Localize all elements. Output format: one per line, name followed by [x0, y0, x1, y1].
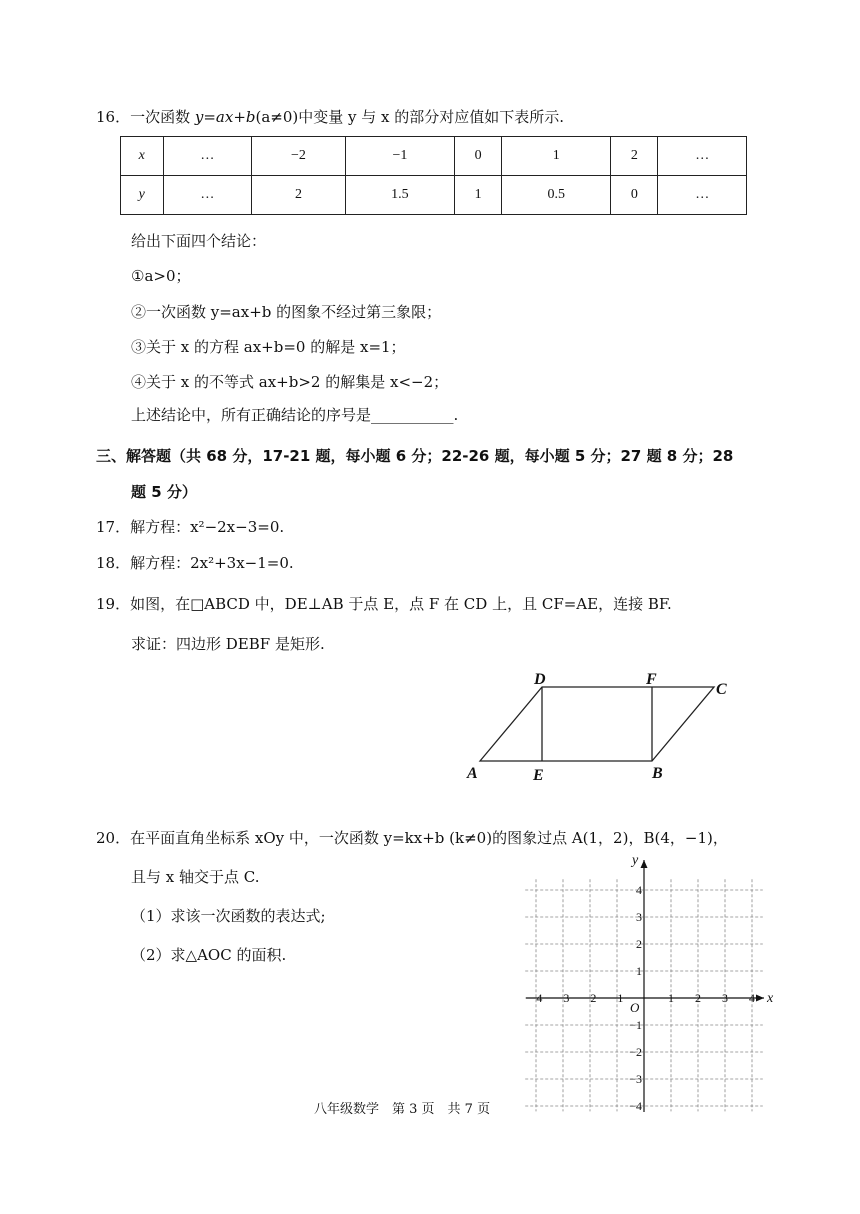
table-cell: …: [658, 176, 747, 215]
q20-part1: （1）求该一次函数的表达式;: [131, 907, 326, 925]
q16-value-table: [120, 136, 747, 215]
x-axis-arrow-icon: [756, 995, 764, 1002]
y-tick-label: 1: [636, 964, 642, 978]
q20-part2: （2）求△AOC 的面积.: [131, 946, 287, 964]
q16-conclusion-4: ④关于 x 的不等式 ax+b>2 的解集是 x<−2；: [131, 373, 449, 391]
q19-text: 如图，在□ABCD 中，DE⊥AB 于点 E，点 F 在 CD 上，且 CF=AE，连接 BF.: [130, 595, 672, 613]
label-b: B: [652, 765, 663, 782]
table-cell: y: [121, 176, 164, 215]
label-a: A: [467, 765, 478, 782]
parallelogram-abcd: [480, 687, 714, 761]
x-tick-label: −4: [529, 991, 543, 1005]
y-axis-label: y: [632, 853, 639, 868]
q18-text: 解方程：2x²+3x−1=0.: [130, 554, 294, 572]
y-tick-label: −1: [629, 1018, 642, 1032]
y-tick-label: −2: [629, 1045, 642, 1059]
table-cell: −1: [345, 137, 454, 176]
table-row: [121, 176, 747, 215]
q18-number: 18．: [96, 554, 131, 572]
x-tick-label: 2: [695, 991, 701, 1005]
table-cell: …: [163, 176, 251, 215]
label-f: F: [646, 671, 657, 688]
q16-conclusion-3: ③关于 x 的方程 ax+b=0 的解是 x=1；: [131, 338, 406, 356]
x-tick-label: −1: [610, 991, 624, 1005]
q16-number: 16．: [96, 108, 131, 126]
origin-label: O: [630, 1000, 640, 1015]
x-axis-label: x: [767, 991, 774, 1006]
x-tick-label: 3: [722, 991, 728, 1005]
q19-parallelogram-figure: [460, 665, 750, 790]
label-e: E: [533, 767, 544, 784]
q20-text: 在平面直角坐标系 xOy 中，一次函数 y=kx+b (k≠0)的图象过点 A(1，2)，B(4，−1)，: [130, 829, 728, 847]
x-tick-label: 1: [668, 991, 674, 1005]
q17: [96, 516, 284, 537]
q19-prove: 求证：四边形 DEBF 是矩形.: [131, 635, 325, 653]
q20-coordinate-grid: [520, 850, 780, 1115]
table-cell: 0: [454, 137, 501, 176]
label-d: D: [534, 671, 546, 688]
table-cell: 1: [454, 176, 501, 215]
q20-text2: 且与 x 轴交于点 C.: [131, 868, 260, 886]
y-tick-label: 3: [636, 910, 642, 924]
label-c: C: [716, 681, 727, 698]
q19: [96, 593, 672, 614]
page-footer: 八年级数学 第 3 页 共 7 页: [314, 1102, 491, 1117]
q16-conclusion-1: ①a>0；: [131, 267, 191, 285]
section3-heading-line2: 题 5 分）: [131, 483, 197, 501]
q16-stem: 16．一次函数 y=ax+b(a≠0)中变量 y 与 x 的部分对应值如下表所示.: [96, 108, 565, 126]
table-cell: 0: [611, 176, 658, 215]
section3-heading-line1: 三、解答题（共 68 分，17-21 题，每小题 6 分；22-26 题，每小题 5 分；27 题 8 分；28: [96, 447, 734, 465]
table-cell: −2: [252, 137, 346, 176]
table-cell: …: [658, 137, 747, 176]
q17-number: 17．: [96, 518, 131, 536]
q16-conclusion-2: ②一次函数 y=ax+b 的图象不经过第三象限；: [131, 303, 442, 321]
table-cell: 2: [611, 137, 658, 176]
q16-answer-line: 上述结论中，所有正确结论的序号是___________.: [131, 406, 459, 424]
table-cell: 0.5: [502, 176, 611, 215]
y-tick-label: 2: [636, 937, 642, 951]
q17-text: 解方程：x²−2x−3=0.: [130, 518, 285, 536]
x-tick-label: −2: [583, 991, 597, 1005]
table-cell: x: [121, 137, 164, 176]
x-tick-label: −3: [556, 991, 570, 1005]
table-cell: …: [163, 137, 251, 176]
table-row: [121, 137, 747, 176]
q16-intro: 给出下面四个结论：: [131, 232, 267, 250]
q20: [96, 827, 728, 848]
q18: [96, 552, 294, 573]
q20-number: 20．: [96, 829, 131, 847]
table-cell: 2: [252, 176, 346, 215]
table-cell: 1.5: [345, 176, 454, 215]
table-cell: 1: [502, 137, 611, 176]
q19-number: 19．: [96, 595, 131, 613]
y-tick-label: 4: [636, 883, 642, 897]
y-tick-label: −4: [629, 1099, 642, 1113]
x-tick-label: 4: [749, 991, 755, 1005]
y-axis-arrow-icon: [641, 860, 648, 868]
y-tick-label: −3: [629, 1072, 642, 1086]
